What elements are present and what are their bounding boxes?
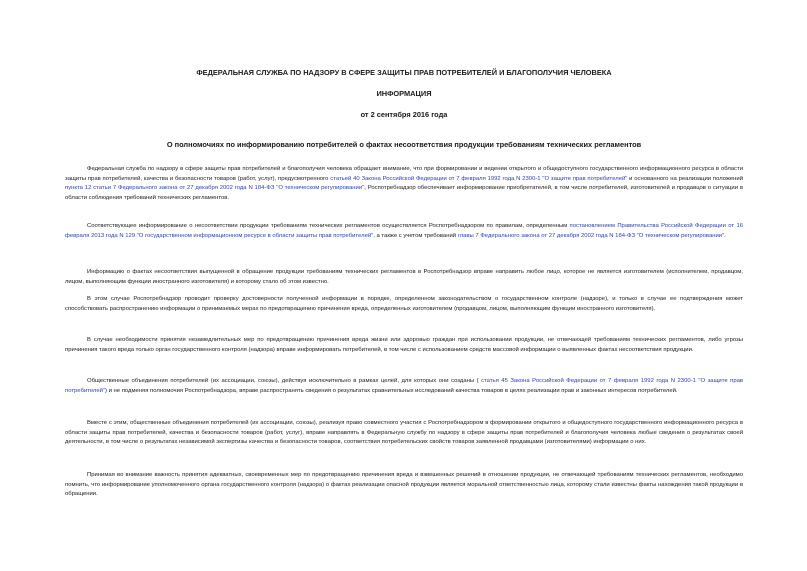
paragraph-8-text: Принимая во внимание важность принятия адекватных, своевременных мер по предотвращению причинения вреда и взвешенных решений в отношении продукции, не отвечающей требованиям технических регламентов, необходимо помнить, что информирование уполномоченного органа государственного контроля (надзора) о фактах реализации опасной продукции является моральной ответственностью лица, которому стали известны факты нахождения такой продукции в обращении. (65, 472, 743, 497)
paragraph-6-text-b: ) и не подменяя полномочия Роспотребнадзора, вправе распространять сведения о результатах сравнительных исследований качества товаров в целях реализации прав и законных интересов потребителей. (105, 387, 678, 394)
paragraph-7-text: Вместе с этим, общественные объединения потребителей (их ассоциации, союзы), реализуя право совместного участия с Роспотребнадзором в формировании открытого и общедоступного государственного информационного ресурса в области защиты прав потребителей, качества и безопасности товаров (работ, услуг), вправе направлять в Федеральную службу по надзору в сфере защиты прав потребителей и благополучия человека любые сведения о результатах своей деятельности, в том числе о результатах независимой экспертизы качества и безопасности товаров, соответствия потребительских свойств товаров заявленной продавцами (изготовителями) информации о них. (65, 420, 743, 445)
paragraph-5-text: В случае необходимости принятия незамедлительных мер по предотвращению причинения вреда жизни или здоровью граждан при использовании продукции, не отвечающей требованиям технических регламентов, либо угрозы причинения такого вреда только орган государственного контроля (надзора) вправе информировать потребителей, в том числе с использованием средств массовой информации о выявленных фактах несоответствия продукции. (65, 337, 743, 353)
link-zpp-article-40[interactable]: статьей 40 Закона Российской Федерации от 7 февраля 1992 года N 2300-1 "О защите прав потребителей" (330, 175, 628, 182)
link-government-resolution-129-b[interactable]: Российской Федерации от 16 февраля 2013 года N 129 "О государственном информационном ресурсе в области защиты прав потребителей" (65, 223, 744, 239)
document-date: от 2 сентября 2016 года (360, 110, 448, 119)
agency-heading: ФЕДЕРАЛЬНАЯ СЛУЖБА ПО НАДЗОРУ В СФЕРЕ ЗАЩИТЫ ПРАВ ПОТРЕБИТЕЛЕЙ И БЛАГОПОЛУЧИЯ ЧЕЛОВЕКА (196, 68, 612, 77)
paragraph-3 (65, 268, 743, 287)
paragraph-1 (65, 165, 743, 203)
link-fz184-chapter-7[interactable]: главы 7 Федерального закона от 27 декабря 2002 года N 184-ФЗ "О техническом регулировании" (457, 232, 725, 239)
paragraph-2-text-c: , а также с учетом требований (373, 232, 458, 239)
paragraph-2-text-d: . (724, 232, 726, 239)
paragraph-1-text-c: , Роспотребнадзор обеспечивает информирование приобретателей, в том числе потребителей, изготовителей и продавцов о ситуации в области соблюдения требований технических регламентов. (65, 185, 743, 201)
paragraph-7 (65, 419, 743, 448)
paragraph-3-text: Информацию о фактах несоответствия выпущенной в обращение продукции требованиям технических регламентов в Роспотребнадзор вправе направить любое лицо, которое не является изготовителем (исполнителем, продавцом, лицом, выполняющим функции иностранного изготовителя) и которому стало об этом известно. (65, 269, 743, 285)
paragraph-2 (65, 222, 743, 241)
paragraph-4-text: В этом случае Роспотребнадзор проводит проверку достоверности полученной информации в порядке, определенном законодательством о государственном контроле (надзоре), и только в случае ее подтверждения может способствовать распространению информации о принимаемых мерах по предотвращению причинения вреда, определенных изготовителем (продавцом, лицом, выполняющим функции иностранного изготовителя). (65, 296, 743, 312)
paragraph-1-text-b: и основанного на реализации положений (627, 175, 743, 182)
link-government-resolution-129-a[interactable]: постановлением Правительства (569, 223, 659, 229)
document-title: О полномочиях по информированию потребителей о фактах несоответствия продукции требованиям технических регламентов (166, 140, 642, 149)
paragraph-6 (65, 377, 743, 396)
link-zpp-article-45[interactable]: статья 45 Закона Российской Федерации от 7 февраля 1992 года N 2300-1 "О защите прав потребителей" (65, 378, 744, 394)
paragraph-8 (65, 471, 743, 500)
paragraph-4 (65, 295, 743, 314)
link-fz184-clause-12[interactable]: пункта 12 статьи 7 Федерального закона от 27 декабря 2002 года N 184-ФЗ "О техническом регулировании" (65, 185, 365, 191)
paragraph-6-text-a: Общественные объединения потребителей (их ассоциации, союзы), действуя исключительно в рамках целей, для которых они созданы ( (87, 378, 482, 384)
document-type-heading: ИНФОРМАЦИЯ (376, 89, 432, 98)
paragraph-2-text-a: Соответствующее информирование о несоответствии продукции требованиям технических регламентов осуществляется Роспотребнадзором по правилам, определенным (87, 223, 570, 229)
paragraph-1-text-a: Федеральная служба по надзору в сфере защиты прав потребителей и благополучия человека обращает внимание, что при формировании и ведении открытого и общедоступного государственного информационного ресурса в области защиты прав потребителей, качества и безопасности товаров (работ, услуг), предусмотренного (65, 166, 743, 182)
paragraph-5 (65, 336, 743, 355)
